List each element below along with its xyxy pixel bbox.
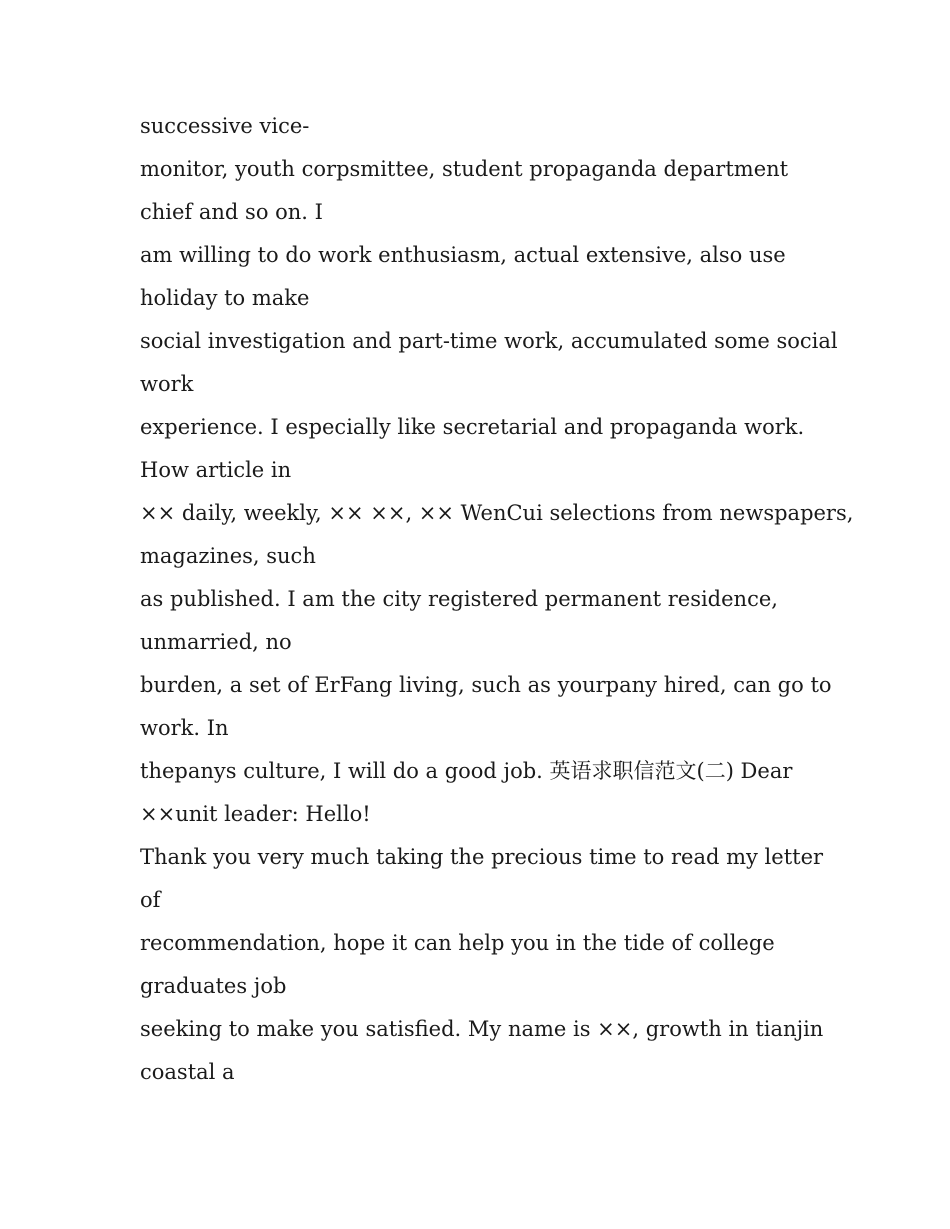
- text-line-6: social investigation and part-time work, accumulated some social: [140, 329, 838, 353]
- text-line-23: coastal a: [140, 1060, 235, 1084]
- text-line-4: am willing to do work enthusiasm, actual extensive, also use: [140, 243, 786, 267]
- text-line-13: unmarried, no: [140, 630, 292, 654]
- body-text: [140, 105, 854, 1094]
- text-line-20: recommendation, hope it can help you in the tide of college: [140, 931, 775, 955]
- text-line-16: thepanys culture, I will do a good job. 英语求职信范文(二) Dear: [140, 759, 793, 783]
- text-line-22: seeking to make you satisfied. My name is ××, growth in tianjin: [140, 1017, 824, 1041]
- text-line-3: chief and so on. I: [140, 200, 323, 224]
- text-line-8: experience. I especially like secretarial and propaganda work.: [140, 415, 805, 439]
- text-line-17: ××unit leader: Hello!: [140, 802, 371, 826]
- text-line-14: burden, a set of ErFang living, such as yourpany hired, can go to: [140, 673, 832, 697]
- text-line-5: holiday to make: [140, 286, 310, 310]
- text-line-9: How article in: [140, 458, 292, 482]
- text-line-12: as published. I am the city registered permanent residence,: [140, 587, 778, 611]
- text-line-11: magazines, such: [140, 544, 316, 568]
- text-line-19: of: [140, 888, 161, 912]
- text-line-10: ×× daily, weekly, ×× ××, ×× WenCui selections from newspapers,: [140, 501, 854, 525]
- text-line-15: work. In: [140, 716, 229, 740]
- text-line-1: successive vice-: [140, 114, 310, 138]
- text-line-21: graduates job: [140, 974, 287, 998]
- text-line-2: monitor, youth corpsmittee, student propaganda department: [140, 157, 789, 181]
- text-line-18: Thank you very much taking the precious time to read my letter: [140, 845, 824, 869]
- text-line-7: work: [140, 372, 194, 396]
